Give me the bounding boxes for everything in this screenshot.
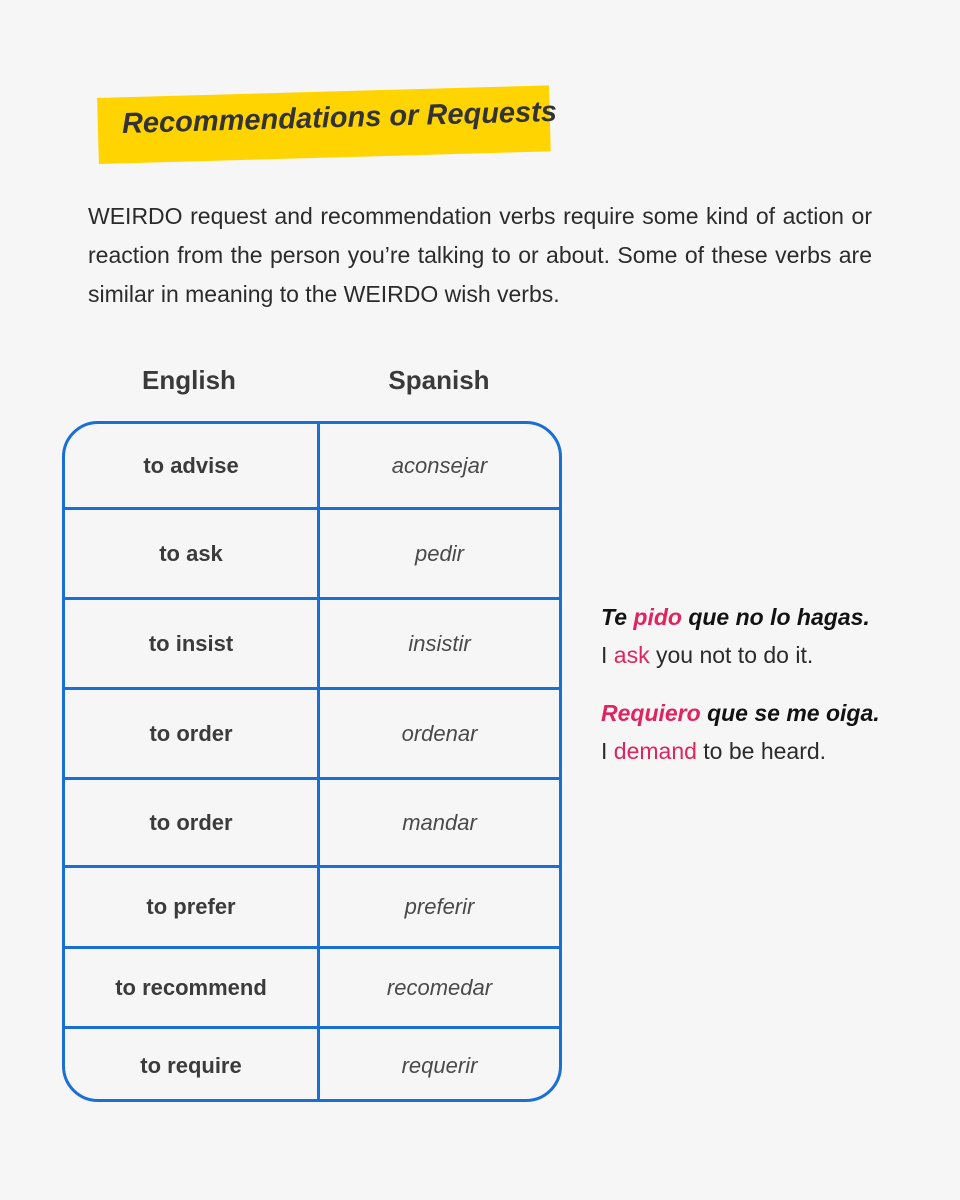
table-row <box>65 777 559 865</box>
column-header-english: English <box>142 365 236 395</box>
spanish-verb: preferir <box>404 894 475 919</box>
column-header-spanish: Spanish <box>388 365 490 395</box>
example-text: que no lo hagas. <box>681 604 870 630</box>
spanish-verb: ordenar <box>401 720 478 746</box>
table-row <box>65 865 559 946</box>
table-row <box>65 507 559 597</box>
english-verb: to order <box>149 809 233 835</box>
table-row <box>65 687 559 777</box>
page-title: Recommendations or Requests <box>121 95 558 140</box>
example-highlight: ask <box>613 642 650 668</box>
example-english <box>601 732 941 770</box>
example-english <box>601 636 941 674</box>
example-text: I <box>601 642 614 668</box>
spanish-verb: recomedar <box>386 974 493 1000</box>
spanish-verb: aconsejar <box>391 452 488 478</box>
example-text: to be heard. <box>696 738 827 764</box>
english-verb: to prefer <box>146 894 236 919</box>
example-text: que se me oiga. <box>700 700 880 726</box>
table-row <box>65 597 559 687</box>
english-verb: to recommend <box>115 974 267 1000</box>
example-highlight: pido <box>633 604 682 630</box>
example-spacer <box>601 674 941 694</box>
example-spanish <box>601 694 941 732</box>
example-text: you not to do it. <box>649 642 814 668</box>
example-highlight: demand <box>613 738 697 764</box>
english-verb: to require <box>140 1052 242 1078</box>
example-text: I <box>601 738 614 764</box>
table-row <box>65 946 559 1026</box>
example-spanish <box>601 598 941 636</box>
spanish-verb: pedir <box>415 540 464 566</box>
english-verb: to order <box>149 720 233 746</box>
english-verb: to ask <box>159 540 223 566</box>
table-row <box>65 424 559 507</box>
spanish-verb: insistir <box>408 630 471 656</box>
example-sentences <box>601 598 941 770</box>
example-text: Te <box>601 604 634 630</box>
example-highlight: Requiero <box>601 700 701 726</box>
intro-paragraph: WEIRDO request and recommendation verbs require some kind of action or reaction from the person you’re talking to or about. Some of these verbs are similar in meaning to the WEIRDO wish verbs. <box>88 203 872 307</box>
table-row <box>65 1026 559 1102</box>
spanish-verb: mandar <box>402 809 477 835</box>
english-verb: to advise <box>143 452 239 478</box>
english-verb: to insist <box>148 630 234 656</box>
verb-table <box>62 421 562 1102</box>
spanish-verb: requerir <box>401 1052 478 1078</box>
